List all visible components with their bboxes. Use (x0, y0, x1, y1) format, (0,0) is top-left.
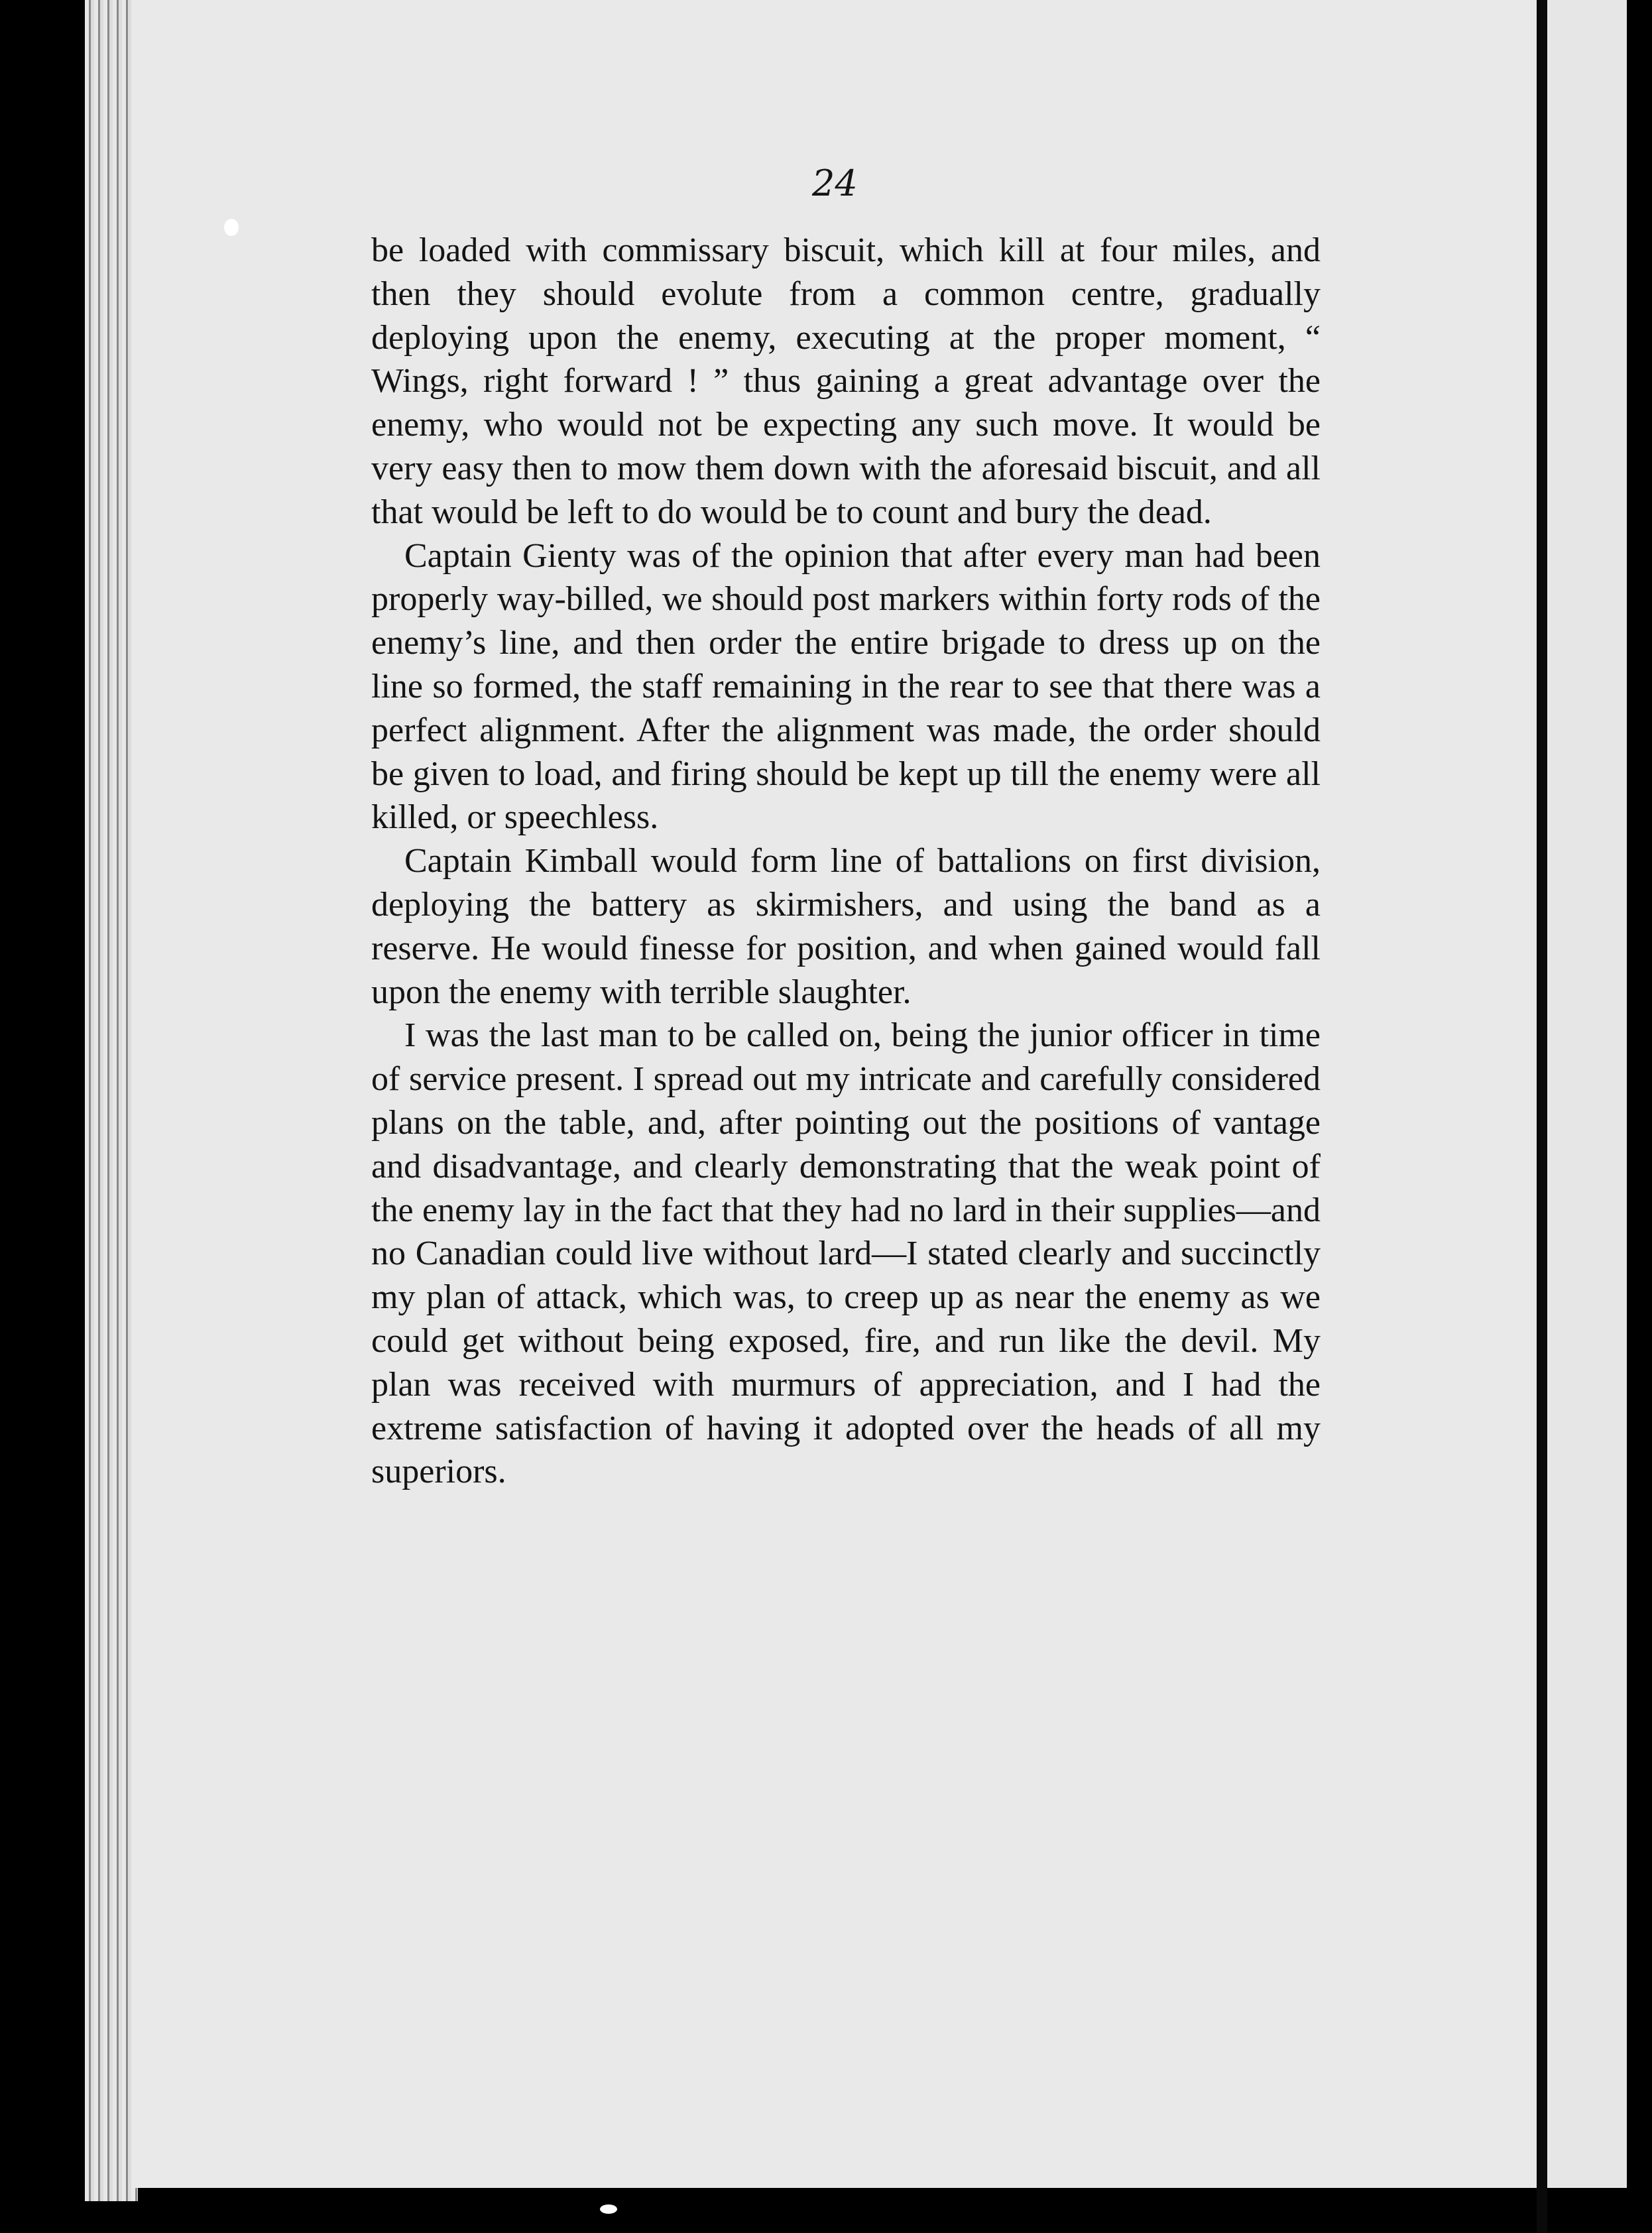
paragraph-3: Captain Kimball would form line of battalions on first division, deploying the battery as skirmishers, and using the band as a reserve. He would finesse for position, and when gained would fall upon the enemy with terrible slaughter. (371, 842, 1321, 1011)
body-text (371, 229, 1321, 1494)
adjacent-page-edge (1547, 0, 1627, 2188)
scan-speck (224, 219, 239, 236)
gutter-shadow (1537, 0, 1547, 2233)
paragraph-2: Captain Gienty was of the opinion that after every man had been properly way-billed, we should post markers within forty rods of the enemy’s line, and then order the entire brigade to dress up on the line so formed, the staff remaining in the rear to see that there was a perfect alignment. After the alignment was made, the order should be given to load, and firing should be kept up till the enemy were all killed, or speechless. (371, 536, 1321, 837)
paragraph-4: I was the last man to be called on, being the junior officer in time of service present. I spread out my intricate and carefully considered plans on the table, and, after pointing out the positions of vantage and disadvantage, and clearly demonstrating that the weak point of the enemy lay in the fact that they had no lard in their supplies—and no Canadian could live without lard—I stated clearly and succinctly my plan of attack, which was, to creep up as near the enemy as we could get without being exposed, fire, and run like the devil. My plan was received with murmurs of appreciation, and I had the extreme satisfaction of having it adopted over the heads of all my superiors. (371, 1016, 1321, 1491)
scan-speck (600, 2204, 617, 2214)
scan-border (1627, 0, 1652, 2233)
page-number: 24 (812, 162, 858, 204)
paragraph-1: be loaded with commissary biscuit, which kill at four miles, and then they should evolute from a common centre, gradually deploying upon the enemy, executing at the proper moment, “ Wings, right forward ! ” thus gaining a great advantage over the enemy, who would not be expecting any such move. It would be very easy then to mow them down with the aforesaid biscuit, and all that would be left to do would be to count and bury the dead. (371, 231, 1321, 531)
page-edges (85, 0, 138, 2201)
